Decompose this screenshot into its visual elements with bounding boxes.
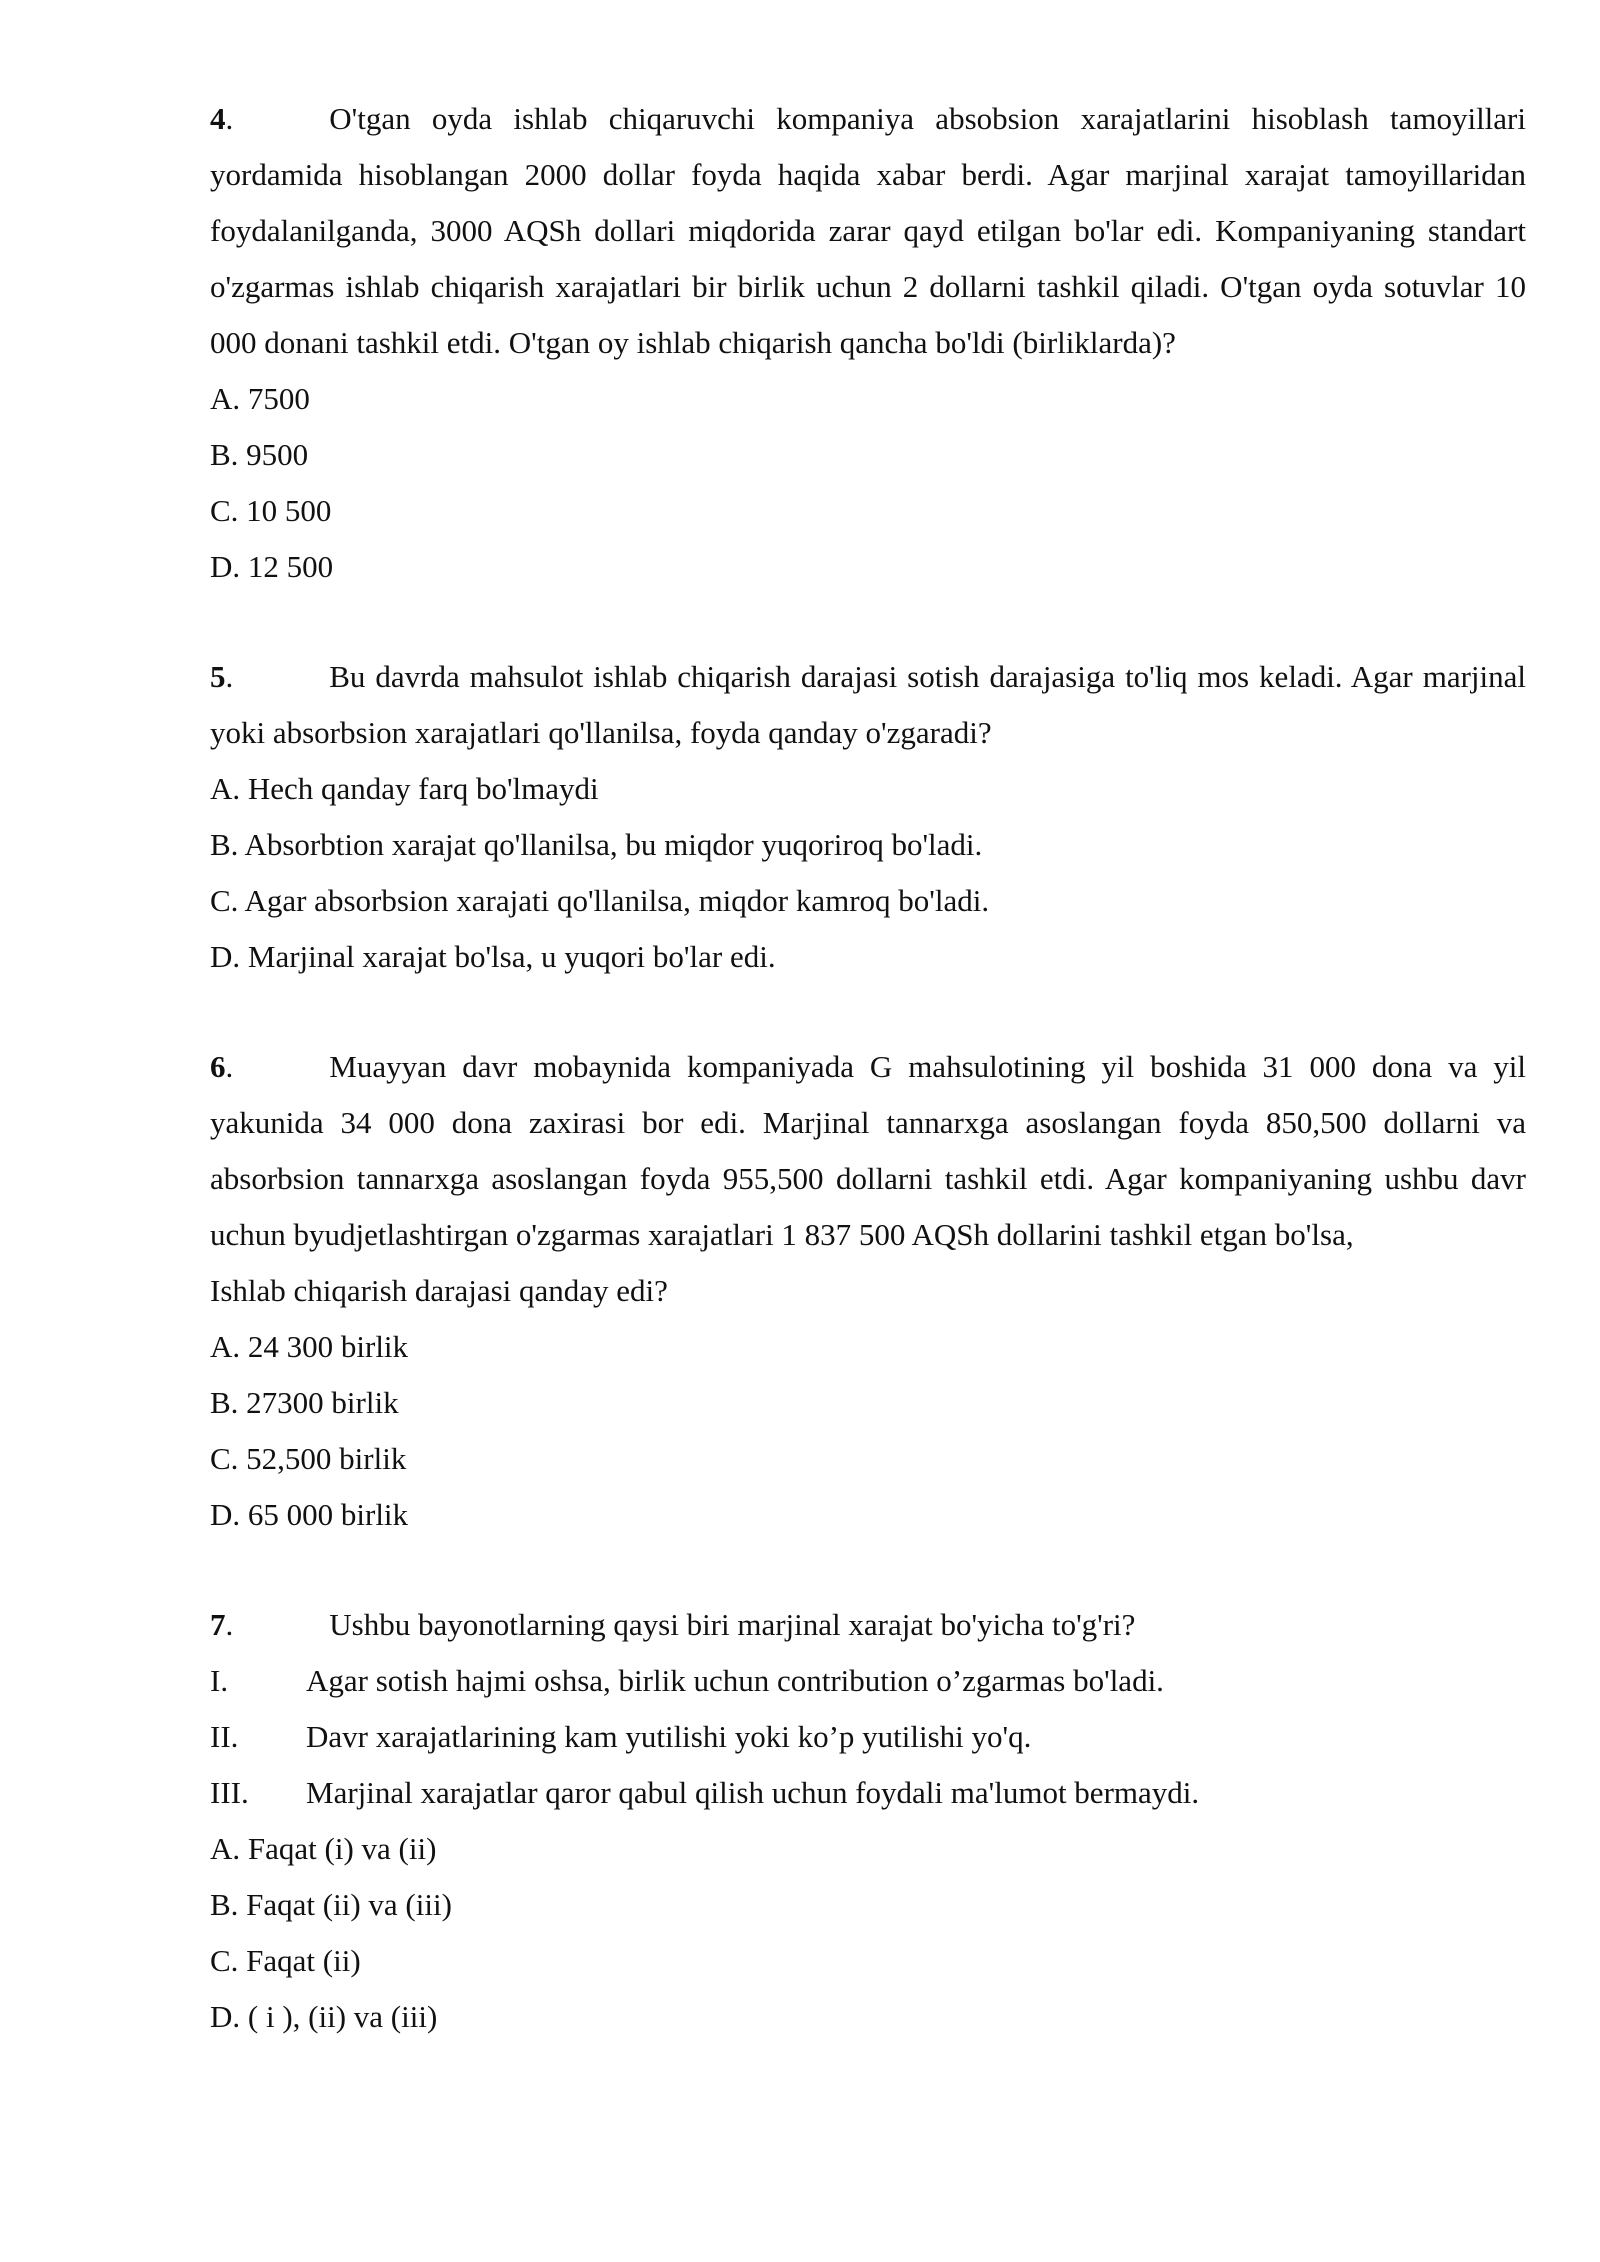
option-d: D. 65 000 birlik (210, 1497, 409, 1532)
option-b: B. Faqat (ii) va (iii) (210, 1887, 452, 1922)
option-d: D. ( i ), (ii) va (iii) (210, 1999, 438, 2034)
option-a: A. Faqat (i) va (ii) (210, 1831, 437, 1866)
question-6 (210, 1039, 1526, 1543)
question-5 (210, 649, 1526, 985)
option-c: C. 52,500 birlik (210, 1441, 407, 1476)
statement-text: Agar sotish hajmi oshsa, birlik uchun contribution o’zgarmas bo'ladi. (306, 1663, 1164, 1698)
question-text: O'tgan oyda ishlab chiqaruvchi kompaniya absobsion xarajatlarini hisoblash tamoyillari yordamida hisoblangan 2000 dollar foyda haqida xabar berdi. Agar marjinal xarajat tamoyillaridan foydalanilganda, 3000 AQSh dollari miqdorida zarar qayd etilgan bo'lar edi. Kompaniyaning standart o'zgarmas ishlab chiqarish xarajatlari bir birlik uchun 2 dollarni tashkil qiladi. O'tgan oyda sotuvlar 10 000 donani tashkil etdi. O'tgan oy ishlab chiqarish qancha bo'ldi (birliklarda)? (210, 101, 1526, 360)
question-number: 4 (210, 101, 226, 136)
option-c: C. Agar absorbsion xarajati qo'llanilsa, miqdor kamroq bo'ladi. (210, 883, 990, 918)
option-a: A. Hech qanday farq bo'lmaydi (210, 771, 599, 806)
statement-label: I. (210, 1663, 229, 1698)
statement-text: Davr xarajatlarining kam yutilishi yoki ko’p yutilishi yo'q. (306, 1719, 1032, 1754)
question-stem: 6. Muayyan davr mobaynida kompaniyada G mahsulotining yil boshida 31 000 dona va yil yakunida 34 000 dona zaxirasi bor edi. Marjinal tannarxga asoslangan foyda 850,500 dollarni va absorbsion tannarxga asoslangan foyda 955,500 dollarni tashkil etdi. Agar kompaniyaning ushbu davr uchun byudjetlashtirgan o'zgarmas xarajatlari 1 837 500 AQSh dollarini tashkil etgan bo'lsa, (210, 1049, 1526, 1252)
question-stem: 7. Ushbu bayonotlarning qaysi biri marjinal xarajat bo'yicha to'g'ri? (210, 1607, 1136, 1642)
question-text-line2: Ishlab chiqarish darajasi qanday edi? (210, 1273, 668, 1308)
option-d: D. 12 500 (210, 549, 334, 584)
statement-i (210, 1653, 1526, 1709)
option-a: A. 7500 (210, 381, 310, 416)
option-b: B. 27300 birlik (210, 1385, 399, 1420)
statement-ii (210, 1709, 1526, 1765)
option-c: C. 10 500 (210, 493, 332, 528)
option-b: B. 9500 (210, 437, 309, 472)
question-text: Bu davrda mahsulot ishlab chiqarish darajasi sotish darajasiga to'liq mos keladi. Agar marjinal yoki absorbsion xarajatlari qo'llanilsa, foyda qanday o'zgaradi? (210, 659, 1526, 750)
statement-label: II. (210, 1719, 239, 1754)
question-text: Muayyan davr mobaynida kompaniyada G mahsulotining yil boshida 31 000 dona va yil yakunida 34 000 dona zaxirasi bor edi. Marjinal tannarxga asoslangan foyda 850,500 dollarni va absorbsion tannarxga asoslangan foyda 955,500 dollarni tashkil etdi. Agar kompaniyaning ushbu davr uchun byudjetlashtirgan o'zgarmas xarajatlari 1 837 500 AQSh dollarini tashkil etgan bo'lsa, (210, 1049, 1526, 1252)
question-7 (210, 1597, 1526, 2045)
question-stem: 5. Bu davrda mahsulot ishlab chiqarish darajasi sotish darajasiga to'liq mos keladi. Agar marjinal yoki absorbsion xarajatlari qo'llanilsa, foyda qanday o'zgaradi? (210, 659, 1526, 750)
statement-label: III. (210, 1775, 249, 1810)
option-a: A. 24 300 birlik (210, 1329, 409, 1364)
statement-iii (210, 1765, 1526, 1821)
option-b: B. Absorbtion xarajat qo'llanilsa, bu miqdor yuqoriroq bo'ladi. (210, 827, 983, 862)
document-page (210, 91, 1526, 2099)
option-c: C. Faqat (ii) (210, 1943, 361, 1978)
question-number: 7 (210, 1607, 226, 1642)
question-4 (210, 91, 1526, 595)
option-d: D. Marjinal xarajat bo'lsa, u yuqori bo'lar edi. (210, 939, 776, 974)
question-stem: 4. O'tgan oyda ishlab chiqaruvchi kompaniya absobsion xarajatlarini hisoblash tamoyillari yordamida hisoblangan 2000 dollar foyda haqida xabar berdi. Agar marjinal xarajat tamoyillaridan foydalanilganda, 3000 AQSh dollari miqdorida zarar qayd etilgan bo'lar edi. Kompaniyaning standart o'zgarmas ishlab chiqarish xarajatlari bir birlik uchun 2 dollarni tashkil qiladi. O'tgan oyda sotuvlar 10 000 donani tashkil etdi. O'tgan oy ishlab chiqarish qancha bo'ldi (birliklarda)? (210, 101, 1526, 360)
question-text: Ushbu bayonotlarning qaysi biri marjinal xarajat bo'yicha to'g'ri? (329, 1607, 1136, 1642)
question-number: 6 (210, 1049, 226, 1084)
question-number: 5 (210, 659, 226, 694)
statement-text: Marjinal xarajatlar qaror qabul qilish uchun foydali ma'lumot bermaydi. (306, 1775, 1200, 1810)
